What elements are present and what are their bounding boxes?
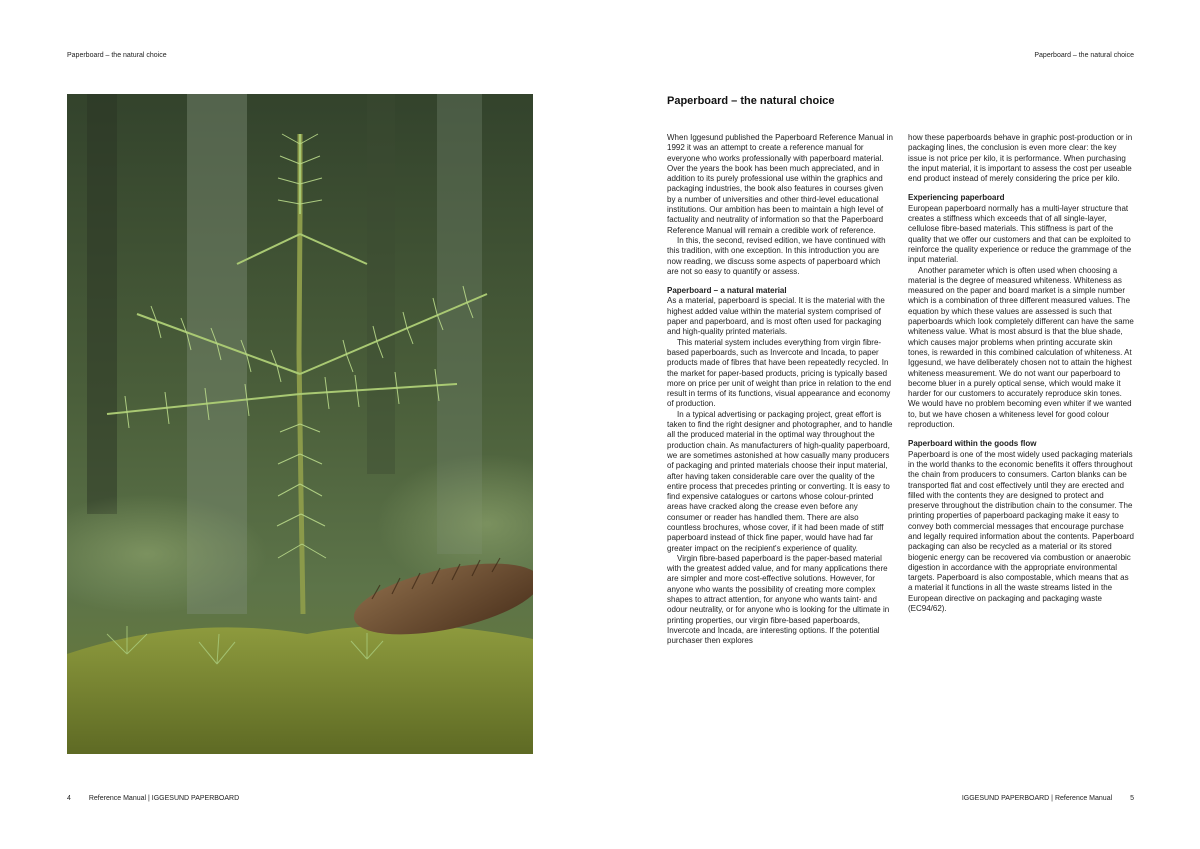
footer-right-label: IGGESUND PAPERBOARD | Reference Manual	[961, 795, 1113, 802]
section-heading-natural-material: Paperboard – a natural material	[667, 286, 787, 296]
running-head-left: Paperboard – the natural choice	[67, 52, 167, 59]
text-column-right	[908, 133, 1134, 614]
section1-paragraph-1: As a material, paperboard is special. It is the material with the highest added value within the material system comprised of paper and paperboard, and is most often used for packaging and high-quality printed materials.	[667, 296, 885, 337]
section-heading-goods-flow: Paperboard within the goods flow	[908, 439, 1037, 449]
section3-paragraph-1: Paperboard is one of the most widely used packaging materials in the world thanks to the economic benefits it offers throughout the chain from producers to consumers. Carton blanks can be transported flat and cost effectively until they are erected and filled with the contents they are designed to protect and preserve throughout the distribution chain to the consumer. The printing properties of paperboard packaging make it easy to convey both commercial messages that encourage purchase and legally required information about the contents. Paperboard packaging can also be recycled as a material or its stored biogenic energy can be recovered via combustion or anaerobic digestion in accordance with the appropriate environmental targets. Paperboard is also compostable, which means that as a material it functions in all the waste streams listed in the European directive on packaging and packaging waste (EC94/62).	[908, 449, 1134, 614]
intro-paragraph-1: When Iggesund published the Paperboard Reference Manual in 1992 it was an attempt to create a reference manual for everyone who works professionally with paperboard material. Over the years the book has been much appreciated, and in addition to its purely professional use within the graphics and packaging industries, the book also features in courses given by a number of universities and other third-level educational institutions. Our ambition has been to maintain a high level of factuality and neutrality of information so that the Paperboard Reference Manual will remain a credible work of reference.	[667, 133, 893, 235]
page-number-left: 4	[67, 795, 71, 802]
section-heading-experiencing-paperboard: Experiencing paperboard	[908, 193, 1005, 203]
page-title: Paperboard – the natural choice	[667, 95, 835, 107]
continued-paragraph: how these paperboards behave in graphic post-production or in packaging lines, the conclusion is even more clear: the key issue is not price per kilo, it is performance. When purchasing the input material, it is important to assess the cost per useable end product instead of merely considering the price per kilo.	[908, 133, 1133, 184]
intro-paragraph-2: In this, the second, revised edition, we have continued with this tradition, with one exception. In this introduction you are now reading, we discuss some aspects of paperboard which are not so easy to quantify or assess.	[667, 235, 886, 276]
section1-paragraph-3: In a typical advertising or packaging project, great effort is taken to find the right designer and photographer, and to handle all the produced material in the optimal way throughout the production chain. As manufacturers of high-quality paperboard, we are sometimes astonished at how casually many producers of packaging and printed materials choose their input material, after having taken considerable care over the quality of the entire process that precedes printing or converting. It is easy to find expensive catalogues or cartons whose colour-printed areas have cracked along the crease even before any consumer or reader has handled them. There are also countless brochures, whose cover, if it had been made of stiff paperboard instead of thick fine paper, would have had far greater impact on the recipient's experience of quality.	[667, 409, 893, 553]
footer-right	[962, 795, 1134, 802]
running-head-right: Paperboard – the natural choice	[1034, 52, 1134, 59]
footer-left-label: Reference Manual | IGGESUND PAPERBOARD	[88, 795, 240, 802]
section1-paragraph-2: This material system includes everything from virgin fibre-based paperboards, such as Invercote and Incada, to paper products made of fibres that have been repeatedly recycled. In the market for paper-based products, pricing is typically based more on price per unit of weight than price in relation to the end result in terms of its functions, visual appearance and economy of production.	[667, 337, 892, 409]
spruce-seedling-photo	[67, 94, 533, 754]
text-column-left	[667, 133, 893, 647]
section2-paragraph-1: European paperboard normally has a multi-layer structure that creates a stiffness which exceeds that of all single-layer, cellulose fibre-based materials. This stiffness is part of the quality that we offer our customers and that can be exploited to reinforce the quality experience or reduce the grammage of the input material.	[908, 203, 1132, 265]
page-number-right: 5	[1130, 795, 1134, 802]
section2-paragraph-2: Another parameter which is often used when choosing a material is the degree of measured whiteness. Whiteness as measured on the paper and board market is a simple number which is a combination of three different measured values. The equation by which these values are assessed is such that paperboards which look completely different can have the same whiteness value. What is most absurd is that the blue shade, which causes major problems when printing accurate skin tones, is rewarded in this combined calculation of whiteness. At Iggesund, we have deliberately chosen not to attain the highest whiteness measurement. We do not want our paperboard to become bluer in a purely optical sense, which would make it harder for our customers to accurately reproduce skin tones. We would have no problem becoming even whiter if we wanted to, but we have chosen a whiteness level for good colour reproduction.	[908, 265, 1134, 430]
footer-left	[67, 795, 239, 802]
section1-paragraph-4: Virgin fibre-based paperboard is the paper-based material with the greatest added value, and for many applications there are simpler and more cost-effective solutions. However, for anyone who wants the possibility of creating more complex shapes to attract attention, for anyone who wants taint- and odour neutrality, or for anyone who is looking for the ultimate in printing properties, our virgin fibre-based paperboards, Invercote and Incada, are interesting options. If the potential purchaser then explores	[667, 553, 890, 646]
